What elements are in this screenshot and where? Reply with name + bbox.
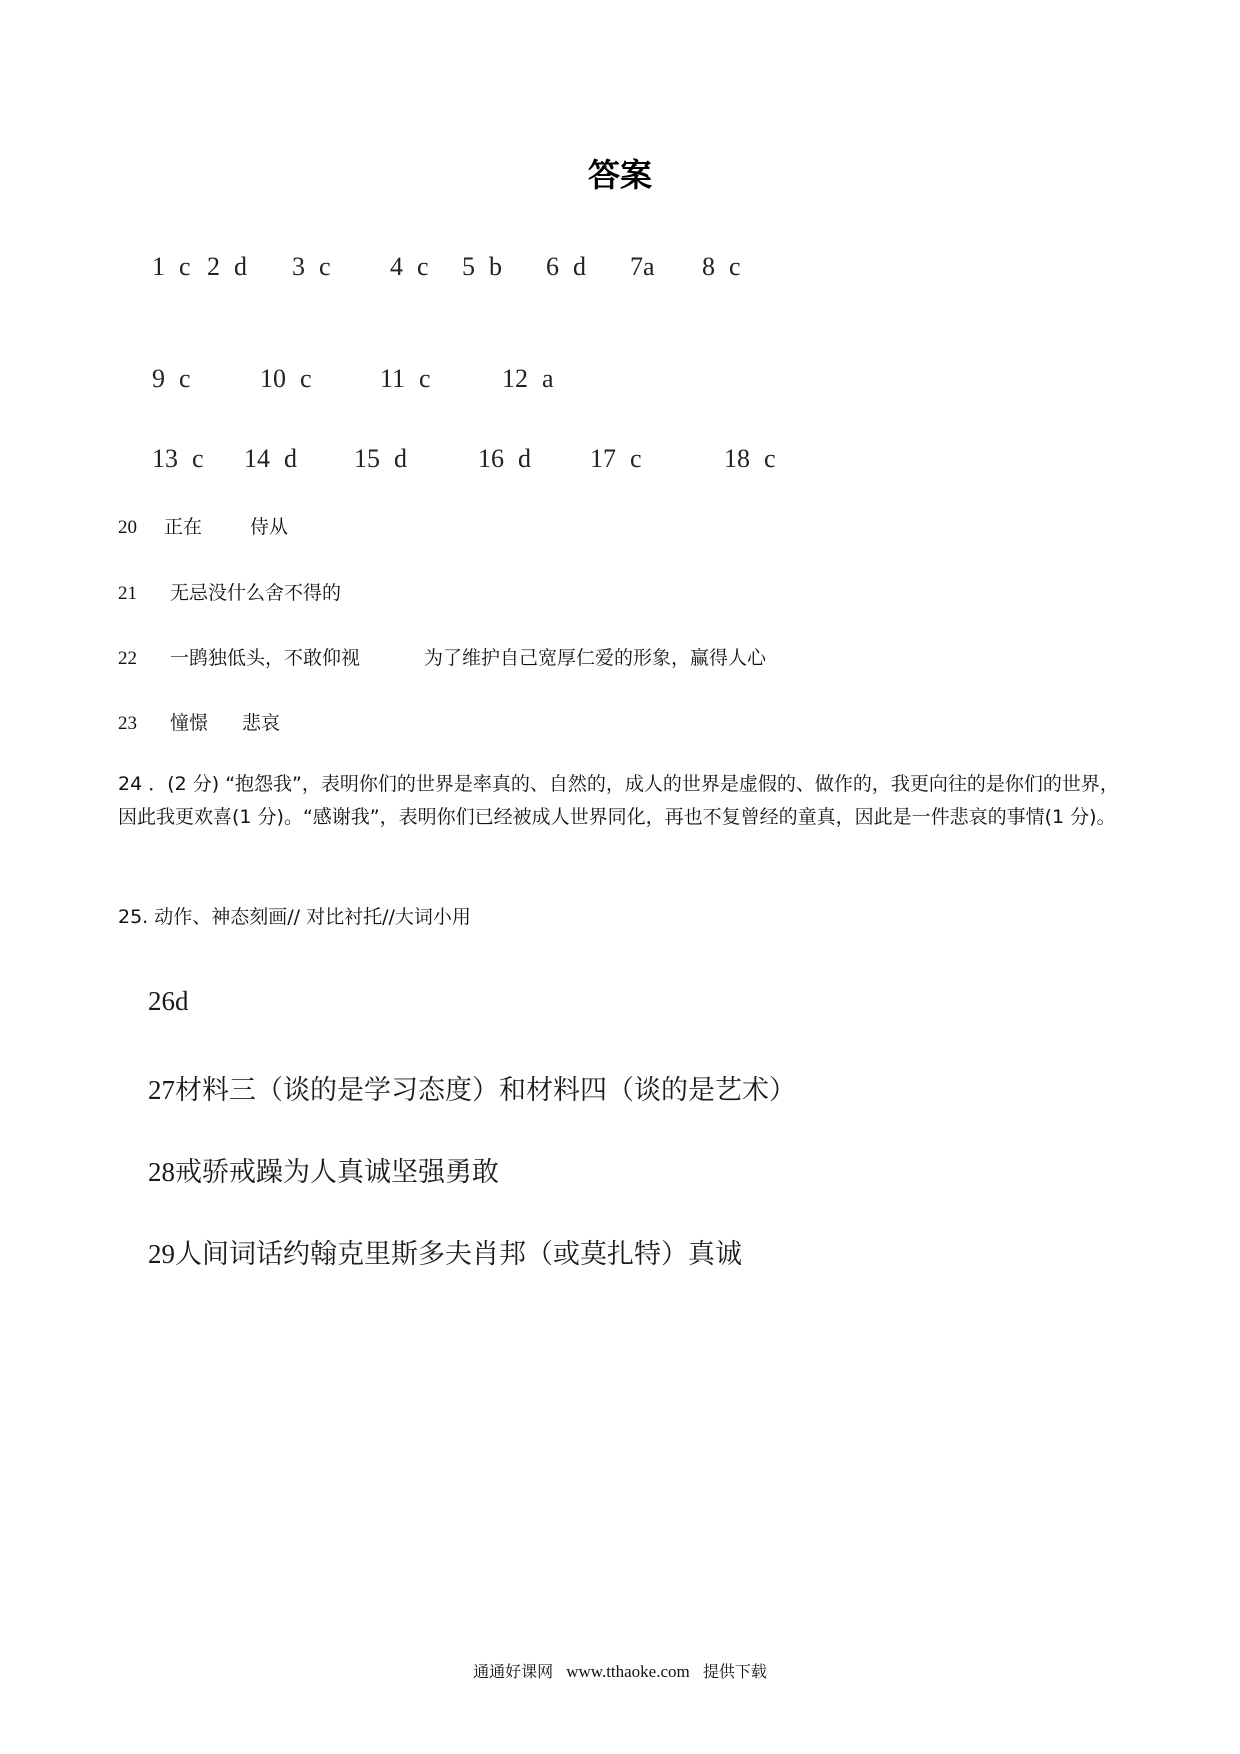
mc-item: 10 c [260,364,312,393]
mc-item: 17 c [590,444,642,473]
mc-item: 16 d [478,444,531,473]
answer-21: 21 无忌没什么舍不得的 [118,582,342,604]
mc-item: 12 a [502,364,554,393]
mc-item: 9 c [152,364,191,393]
mc-item: 13 c [152,444,204,473]
answer-20: 20 正在 侍从 [118,516,289,538]
footer-note: 提供下载 [702,1662,767,1681]
answer-29: 29人间词话约翰克里斯多夫肖邦（或莫扎特）真诚 [148,1239,742,1270]
mc-item: 15 d [354,444,407,473]
mc-item: 8 c [702,252,741,281]
answer-22: 22 一鹍独低头，不敢仰视 为了维护自己宽厚仁爱的形象，赢得人心 [118,647,767,669]
mc-item: 5 b [462,252,502,281]
mc-item: 2 d [207,252,247,281]
page-footer [0,1659,1240,1682]
mc-item: 11 c [380,364,431,393]
page-title: 答案 [587,156,652,194]
mc-item: 3 c [292,252,331,281]
footer-site-link[interactable]: www.tthaoke.com [566,1662,690,1681]
answer-24: 24 ．(2 分) “抱怨我”，表明你们的世界是率真的、自然的，成人的世界是虚假的、做作的，我更向往的是你们的世界，因此我更欢喜(1 分)。“感谢我”，表明你们已经被成人世界同化，再也不复曾经的童真，因此是一件悲哀的事情(1 分)。 [118,773,1119,828]
answer-23: 23 憧憬 悲哀 [118,712,281,734]
mc-item: 1 c [152,252,191,281]
answer-28: 28戒骄戒躁为人真诚坚强勇敢 [148,1157,499,1188]
footer-source: 通通好课网 [473,1662,554,1681]
mc-item: 7a [630,252,655,281]
answer-26: 26d [148,986,189,1016]
answer-25: 25. 动作、神态刻画// 对比衬托//大词小用 [118,906,471,928]
mc-item: 18 c [724,444,776,473]
mc-item: 6 d [546,252,586,281]
mc-item: 14 d [244,444,297,473]
mc-item: 4 c [390,252,429,281]
answer-27: 27材料三（谈的是学习态度）和材料四（谈的是艺术） [148,1075,796,1106]
